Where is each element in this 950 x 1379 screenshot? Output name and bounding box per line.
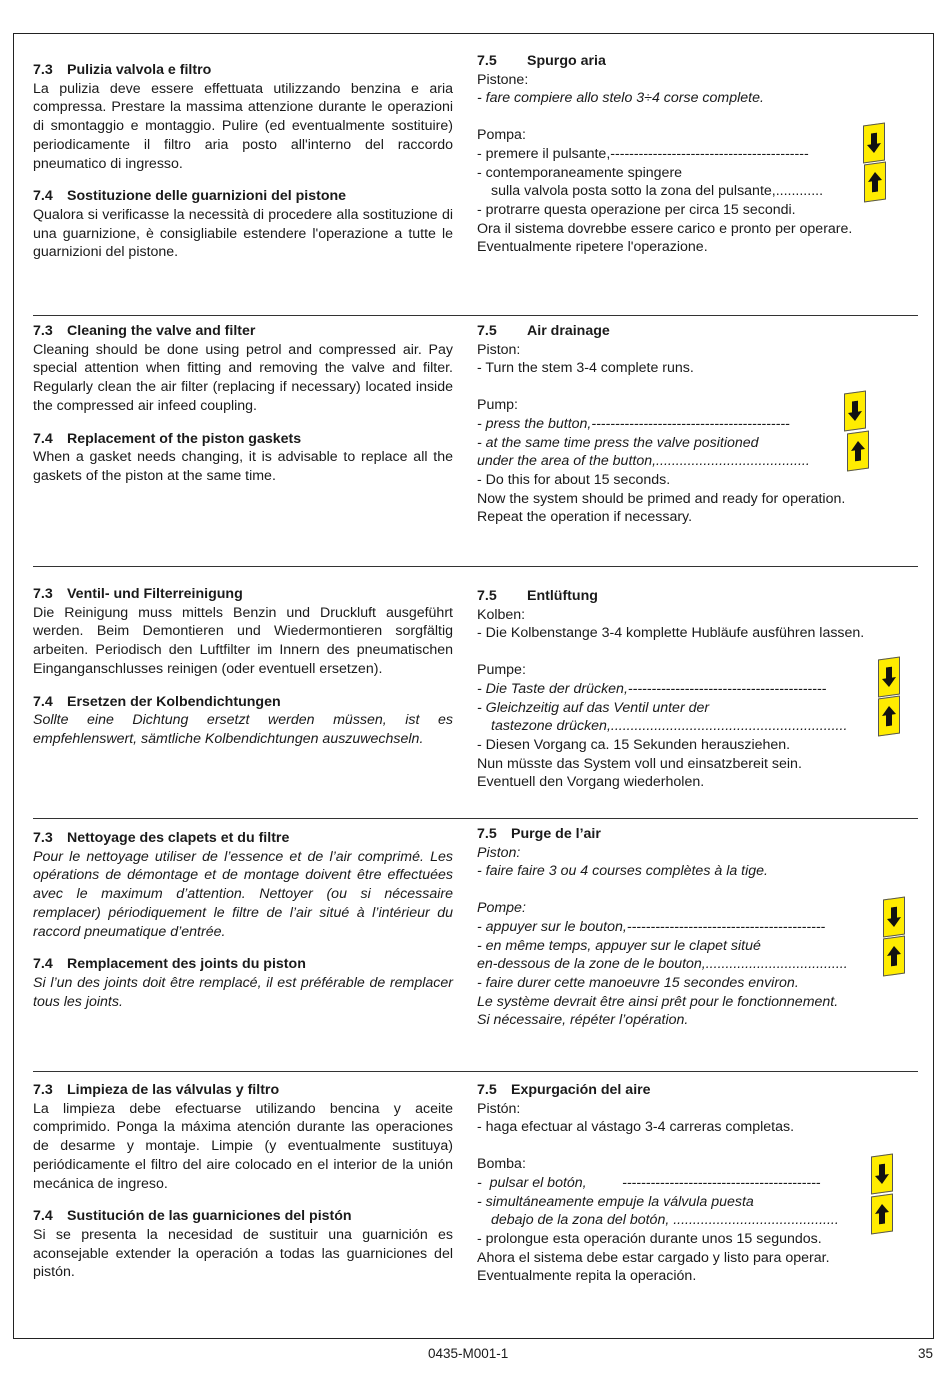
pump-step-3: - Do this for about 15 seconds. [477, 471, 671, 488]
section-en-left [33, 322, 453, 486]
arrow-up-icon [871, 1193, 893, 1234]
repeat-line: Eventualmente repita la operación. [477, 1268, 697, 1285]
pump-step-2b: en-dessous de la zone de le bouton,.................................... [477, 956, 848, 973]
pump-label: Pompe: [477, 900, 526, 917]
pump-step-2b: tastezone drücken,............................................................ [491, 718, 848, 735]
pump-step-1: - premere il pulsante,------------------------------------------ [477, 145, 809, 162]
document-code: 0435-M001-1 [428, 1346, 509, 1361]
result-line: Nun müsste das System voll und einsatzbereit sein. [477, 755, 802, 772]
section-it-left [33, 61, 453, 262]
piston-step: - faire faire 3 ou 4 courses complètes à la tige. [477, 863, 768, 880]
heading-7-5: 7.5 Air drainage [477, 323, 610, 339]
pump-step-2b: under the area of the button,....................................... [477, 453, 810, 470]
heading-7-3: 7.3 Limpieza de las válvulas y filtro [33, 1082, 280, 1098]
section-de-left [33, 585, 453, 749]
pump-step-2a: - Gleichzeitig auf das Ventil unter der [477, 699, 710, 716]
heading-7-3: 7.3 Cleaning the valve and filter [33, 323, 256, 339]
piston-step: - Die Kolbenstange 3-4 komplette Hubläufe ausführen lassen. [477, 625, 865, 642]
piston-label: Pistone: [477, 71, 529, 88]
pump-label: Bomba: [477, 1156, 526, 1173]
heading-7-4: 7.4 Remplacement des joints du piston [33, 956, 306, 973]
pump-step-2a: - at the same time press the valve positioned [477, 434, 759, 451]
heading-7-5: 7.5 Expurgación del aire [477, 1082, 651, 1098]
repeat-line: Eventuell den Vorgang wiederholen. [477, 774, 705, 791]
section-it-right [477, 52, 919, 257]
heading-7-5: 7.5 Purge de l’air [477, 826, 601, 842]
piston-step: - haga efectuar al vástago 3-4 carreras completas. [477, 1119, 795, 1136]
arrow-up-icon [864, 161, 886, 202]
piston-label: Kolben: [477, 606, 526, 623]
arrow-down-icon [878, 656, 900, 697]
pump-step-3: - faire durer cette manoeuvre 15 secondes environ. [477, 974, 799, 991]
pump-label: Pump: [477, 397, 519, 414]
result-line: Le système devrait être ainsi prêt pour le fonctionnement. [477, 993, 839, 1010]
paragraph-gaskets: Si se presenta la necesidad de sustituir una guarnición es aconsejable extender la operación a todas las guarniciones del pistón. [33, 1226, 453, 1281]
pump-label: Pompa: [477, 127, 526, 144]
heading-7-4: 7.4 Replacement of the piston gaskets [33, 430, 302, 447]
section-fr-left [33, 829, 453, 1011]
paragraph-cleaning: Die Reinigung muss mittels Benzin und Druckluft ausgeführt werden. Beim Demontieren und Wiedermontieren sorgfältig arbeiten. Periodisch den Luftfilter im Innern des pneumatischen Einganganschlusses reinigen (oder eventuell ersetzen). [33, 604, 453, 677]
heading-7-5: 7.5 Spurgo aria [477, 53, 606, 69]
section-divider [33, 315, 918, 316]
piston-label: Piston: [477, 341, 521, 358]
arrow-up-icon [847, 430, 869, 471]
paragraph-cleaning: Cleaning should be done using petrol and compressed air. Pay special attention when fitting and removing the valve and filter. Regularly clean the air filter (replacing if necessary) located inside the compressed air infeed coupling. [33, 341, 453, 414]
result-line: Ora il sistema dovrebbe essere carico e pronto per operare. [477, 220, 853, 237]
repeat-line: Repeat the operation if necessary. [477, 509, 693, 526]
arrow-down-icon [844, 390, 866, 431]
pump-step-1: - press the button,------------------------------------------ [477, 415, 790, 432]
pump-label: Pumpe: [477, 662, 526, 679]
result-line: Now the system should be primed and ready for operation. [477, 490, 846, 507]
paragraph-cleaning: La pulizia deve essere effettuata utilizzando benzina e aria compressa. Prestare la massima attenzione durante le operazioni di smontaggio e montaggio. Pulire (ed eventualmente sostituire) periodicamente il filtro aria posto all'interno del raccordo pneumatico di ingresso. [33, 80, 453, 172]
heading-7-4: 7.4 Sustitución de las guarniciones del pistón [33, 1208, 352, 1225]
section-divider [33, 1071, 918, 1072]
section-es-right [477, 1081, 919, 1286]
paragraph-gaskets: Sollte eine Dichtung ersetzt werden müssen, ist es empfehlenswert, sämtliche Kolbendichtungen auszuwechseln. [33, 712, 453, 747]
arrow-up-icon [883, 935, 905, 976]
pump-step-1: - appuyer sur le bouton,------------------------------------------ [477, 918, 826, 935]
heading-7-5: 7.5 Entlüftung [477, 588, 598, 604]
heading-7-4: 7.4 Sostituzione delle guarnizioni del pistone [33, 188, 347, 205]
heading-7-4: 7.4 Ersetzen der Kolbendichtungen [33, 693, 281, 710]
result-line: Ahora el sistema debe estar cargado y listo para operar. [477, 1249, 830, 1266]
piston-label: Piston: [477, 844, 521, 861]
pump-step-3: - Diesen Vorgang ca. 15 Sekunden herausziehen. [477, 736, 791, 753]
piston-step: - fare compiere allo stelo 3÷4 corse complete. [477, 90, 764, 107]
paragraph-cleaning: Pour le nettoyage utiliser de l’essence et de l’air comprimé. Les opérations de démontage et de montage doivent être effectuées avec le maximum d’attention. Nettoyer (ou si nécessaire remplacer) périodiquement le filtre de l’air situé à l’intérieur du raccord pneumatique d’entrée. [33, 848, 453, 940]
heading-7-3: 7.3 Nettoyage des clapets et du filtre [33, 830, 290, 846]
repeat-line: Si nécessaire, répéter l’opération. [477, 1012, 689, 1029]
section-es-left [33, 1081, 453, 1282]
paragraph-gaskets: When a gasket needs changing, it is advisable to replace all the gaskets of the piston at the same time. [33, 449, 453, 484]
heading-7-3: 7.3 Pulizia valvola e filtro [33, 62, 212, 78]
page-number: 35 [918, 1346, 934, 1361]
pump-step-1: - pulsar el botón, ------------------------------------------ [477, 1174, 821, 1191]
pump-step-3: - prolongue esta operación durante unos 15 segundos. [477, 1230, 822, 1247]
piston-step: - Turn the stem 3-4 complete runs. [477, 360, 694, 377]
arrow-down-icon [871, 1153, 893, 1194]
pump-step-2a: - simultáneamente empuje la válvula puesta [477, 1193, 754, 1210]
section-fr-right [477, 825, 919, 1030]
section-divider [33, 818, 918, 819]
heading-7-3: 7.3 Ventil- und Filterreinigung [33, 586, 243, 602]
pump-step-1: - Die Taste der drücken,------------------------------------------ [477, 680, 827, 697]
repeat-line: Eventualmente ripetere l'operazione. [477, 239, 708, 256]
paragraph-gaskets: Si l’un des joints doit être remplacé, il est préférable de remplacer tous les joints. [33, 974, 453, 1010]
section-divider [33, 566, 918, 567]
paragraph-cleaning: La limpieza debe efectuarse utilizando bencina y aceite comprimido. Ponga la máxima atención durante las operaciones de desarme y montaje. Limpie (y eventualmente sustituya) periódicamente el filtro del aire colocado en el interior de la unión mecánica de ingreso. [33, 1100, 453, 1192]
section-de-right [477, 587, 919, 792]
piston-label: Pistón: [477, 1100, 521, 1117]
pump-step-2b: debajo de la zona del botón, .......................................... [491, 1212, 839, 1229]
arrow-down-icon [863, 122, 885, 163]
paragraph-gaskets: Qualora si verificasse la necessità di procedere alla sostituzione di una guarnizione, è consigliabile estendere l'operazione a tutte le guarnizioni del pistone. [33, 206, 453, 261]
pump-step-2a: - contemporaneamente spingere [477, 164, 683, 181]
pump-step-2a: - en même temps, appuyer sur le clapet situé [477, 937, 761, 954]
pump-step-3: - protrarre questa operazione per circa 15 secondi. [477, 201, 796, 218]
arrow-up-icon [878, 695, 900, 736]
arrow-down-icon [883, 896, 905, 937]
pump-step-2b: sulla valvola posta sotto la zona del pulsante,............ [491, 183, 824, 200]
